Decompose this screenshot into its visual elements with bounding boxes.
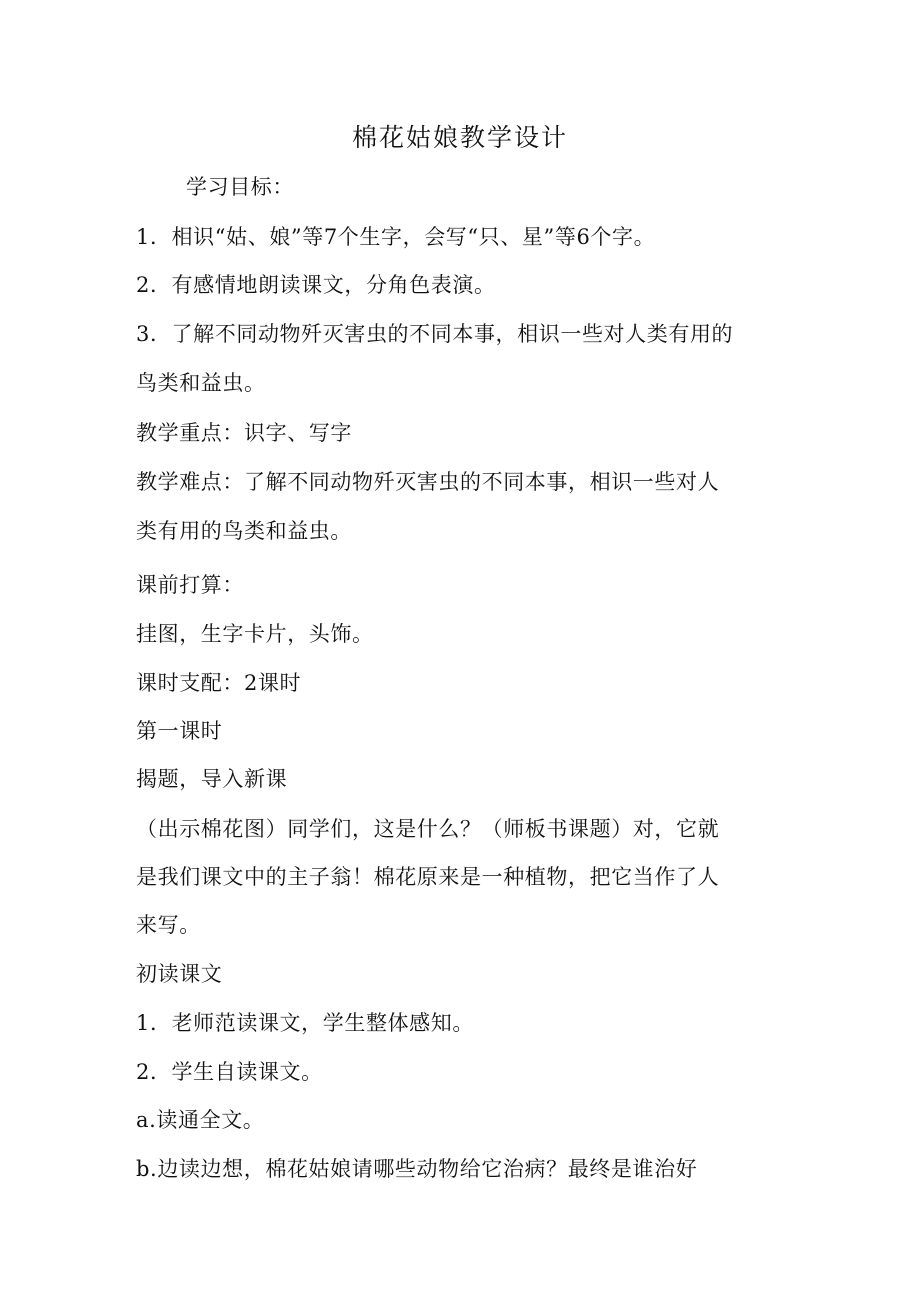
- learning-objectives-heading: 学习目标：: [186, 175, 294, 199]
- teaching-focus: 教学重点：识字、写字: [136, 421, 352, 445]
- objective-3-continued: 鸟类和益虫。: [136, 371, 266, 395]
- reading-step-2: 2．学生自读课文。: [136, 1060, 323, 1084]
- class-hours: 课时支配：2课时: [136, 671, 302, 695]
- intro-paragraph-line-2: 是我们课文中的主子翁！棉花原来是一种植物，把它当作了人: [136, 865, 720, 889]
- intro-paragraph-line-1: （出示棉花图）同学们，这是什么？（师板书课题）对，它就: [136, 817, 720, 841]
- objective-2: 2．有感情地朗读课文，分角色表演。: [136, 273, 496, 297]
- preparation-heading: 课前打算：: [136, 573, 244, 597]
- reading-step-b: b.边读边想，棉花姑娘请哪些动物给它治病？最终是谁治好: [136, 1157, 698, 1181]
- first-reading-heading: 初读课文: [136, 962, 223, 986]
- intro-paragraph-line-3: 来写。: [136, 913, 201, 937]
- intro-section-heading: 揭题，导入新课: [136, 767, 288, 791]
- objective-3: 3．了解不同动物歼灭害虫的不同本事，相识一些对人类有用的: [136, 322, 734, 346]
- reading-step-a: a.读通全文。: [136, 1108, 265, 1132]
- document-title: 棉花姑娘教学设计: [351, 123, 568, 152]
- teaching-difficulty: 教学难点：了解不同动物歼灭害虫的不同本事，相识一些对人: [136, 470, 720, 494]
- teaching-difficulty-continued: 类有用的鸟类和益虫。: [136, 519, 352, 543]
- first-lesson-heading: 第一课时: [136, 719, 223, 743]
- preparation-items: 挂图，生字卡片，头饰。: [136, 622, 374, 646]
- objective-1: 1．相识“姑、娘”等7个生字，会写“只、星”等6个字。: [136, 225, 656, 249]
- reading-step-1: 1．老师范读课文，学生整体感知。: [136, 1011, 474, 1035]
